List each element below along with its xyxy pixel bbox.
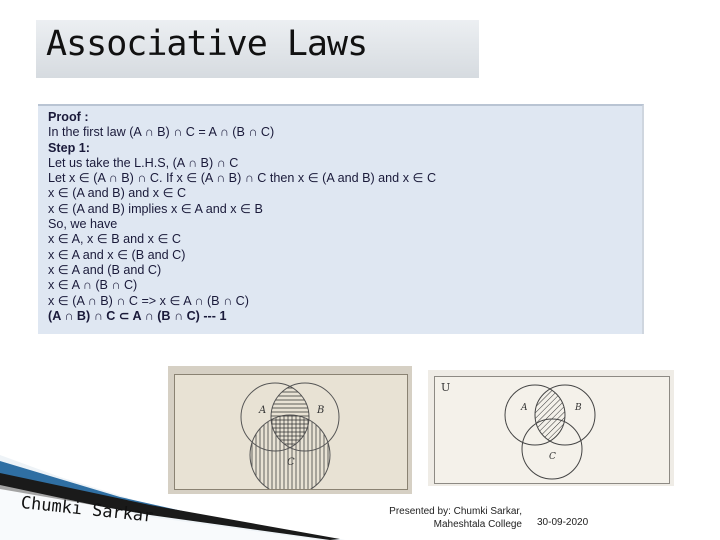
- venn-diagram-right: [428, 370, 674, 486]
- venn-right-frame: [434, 376, 670, 484]
- venn-right-label-c: C: [549, 452, 556, 462]
- proof-line: (A ∩ B) ∩ C ⊂ A ∩ (B ∩ C) --- 1: [48, 308, 227, 323]
- presented-line-1: Presented by: Chumki Sarkar,: [389, 506, 522, 517]
- proof-line: Proof :: [48, 110, 89, 124]
- proof-box: [38, 104, 644, 334]
- venn-left-label-a: A: [259, 405, 267, 416]
- proof-line: Let x ∈ (A ∩ B) ∩ C. If x ∈ (A ∩ B) ∩ C then x ∈ (A and B) and x ∈ C: [48, 171, 437, 186]
- proof-line: x ∈ (A and B) implies x ∈ A and x ∈ B: [48, 201, 263, 216]
- presented-line-2: Maheshtala College: [433, 518, 522, 530]
- title-box: [36, 20, 479, 78]
- author-name: Chumki Sarkar: [19, 493, 155, 527]
- venn-right-svg: [435, 377, 669, 483]
- venn-right-label-u: U: [441, 381, 451, 394]
- proof-line: x ∈ A and (B and C): [48, 262, 162, 277]
- proof-line: x ∈ A and x ∈ (B and C): [48, 247, 186, 262]
- venn-right-label-b: B: [575, 403, 582, 413]
- venn-left-label-c: C: [287, 457, 295, 468]
- slide-title: Associative Laws: [46, 24, 368, 64]
- proof-text: [48, 110, 436, 324]
- slide-date: 30-09-2020: [537, 517, 589, 528]
- venn-right-label-a: A: [521, 403, 528, 413]
- proof-line: Step 1:: [48, 140, 90, 155]
- proof-line: x ∈ (A ∩ B) ∩ C => x ∈ A ∩ (B ∩ C): [48, 293, 249, 308]
- proof-line: x ∈ A ∩ (B ∩ C): [48, 278, 138, 293]
- venn-left-label-b: B: [317, 405, 325, 416]
- proof-line: Let us take the L.H.S, (A ∩ B) ∩ C: [48, 155, 239, 170]
- presented-by: [380, 506, 522, 531]
- proof-line: x ∈ (A and B) and x ∈ C: [48, 186, 187, 201]
- proof-line: x ∈ A, x ∈ B and x ∈ C: [48, 232, 182, 247]
- proof-line: In the first law (A ∩ B) ∩ C = A ∩ (B ∩ C): [48, 125, 275, 140]
- proof-line: So, we have: [48, 217, 118, 232]
